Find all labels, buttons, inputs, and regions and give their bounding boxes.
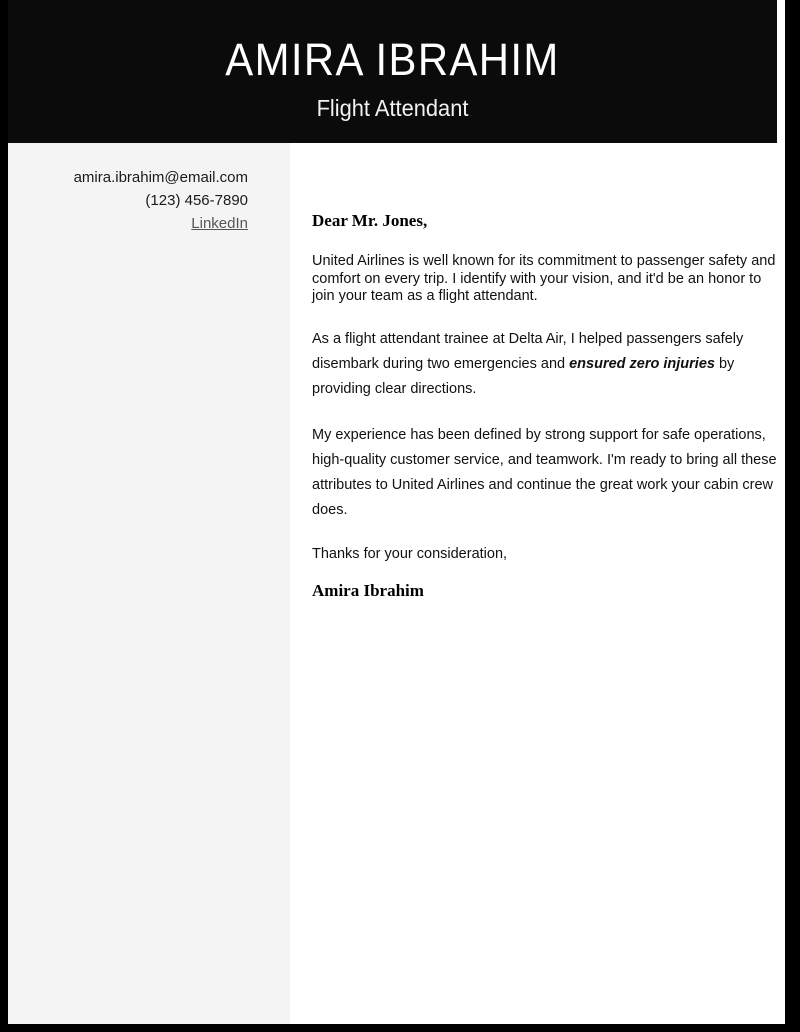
closing-line: Thanks for your consideration, (312, 545, 508, 562)
document-page (8, 0, 785, 1024)
salutation: Dear Mr. Jones, (312, 211, 428, 230)
job-title: Flight Attendant (316, 95, 469, 121)
paragraph-experience-before: As a flight attendant trainee at Delta Air, I helped passengers safely disembark during two emergencies and (312, 330, 744, 372)
contact-email: amira.ibrahim@email.com (73, 169, 248, 186)
paragraph-experience-emphasis: ensured zero injuries (569, 355, 715, 372)
signature: Amira Ibrahim (312, 580, 424, 600)
paragraph-experience-after: by providing clear directions. (312, 355, 735, 397)
letter-body (8, 143, 785, 1024)
paragraph-skills: My experience has been defined by strong support for safe operations, high-quality customer service, and teamwork. I'm ready to bring all these attributes to United Airlines and continue the great work your cabin crew does. (312, 426, 777, 518)
page-title: AMIRA IBRAHIM (225, 34, 560, 85)
paragraph-intro: United Airlines is well known for its commitment to passenger safety and comfort on every trip. I identify with your vision, and it'd be an honor to join your team as a flight attendant. (312, 253, 776, 304)
contact-sidebar (8, 143, 290, 1024)
letter-content (290, 143, 785, 1024)
paragraph-experience (312, 327, 777, 402)
contact-linkedin-link[interactable]: LinkedIn (191, 215, 248, 232)
contact-phone: (123) 456-7890 (145, 192, 248, 209)
letter-header (8, 0, 777, 143)
